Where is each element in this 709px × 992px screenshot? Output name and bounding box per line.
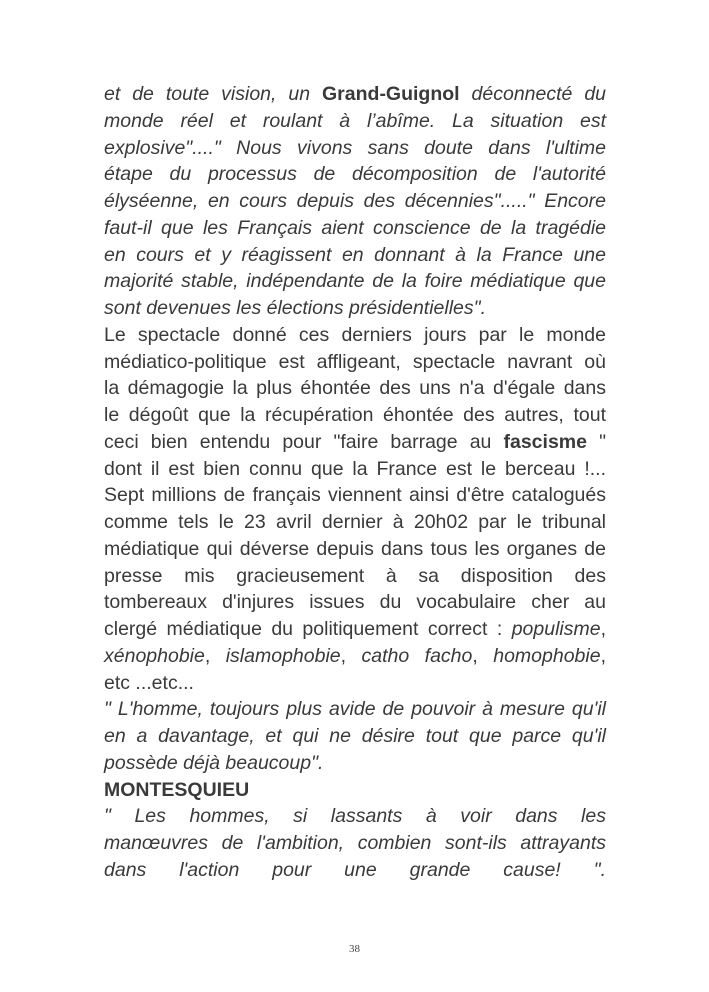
- bold-text: fascisme: [503, 430, 587, 453]
- text-span: ceci bien entendu pour "faire barrage au: [104, 430, 504, 453]
- text-line: [104, 750, 606, 777]
- bold-text: Grand-Guignol: [322, 83, 460, 105]
- text-line: [104, 161, 606, 188]
- italic-text: catho facho: [361, 644, 473, 667]
- text-span: ,: [204, 644, 226, 667]
- italic-text: manœuvres de l'ambition, combien sont-ils attrayants: [104, 832, 606, 854]
- text-span: le dégoût que la récupération éhontée des autres, tout: [104, 404, 606, 426]
- text-line: [104, 803, 606, 830]
- italic-text: sont devenues les élections présidentielles".: [104, 297, 486, 319]
- text-line: [104, 563, 606, 590]
- text-span: dont il est bien connu que la France est le berceau !...: [104, 457, 606, 480]
- italic-text: faut-il que les Français aient conscience de la tragédie: [104, 216, 606, 239]
- page-number: 38: [349, 943, 360, 955]
- text-span: etc ...etc...: [104, 671, 194, 694]
- text-span: comme tels le 23 avril dernier à 20h02 par le tribunal: [104, 511, 606, 533]
- text-span: presse mis gracieusement à sa disposition des: [104, 564, 606, 587]
- text-line: [104, 830, 606, 857]
- document-body: [104, 81, 606, 884]
- text-line: [104, 589, 606, 616]
- text-span: la démagogie la plus éhontée des uns n'a d'égale dans: [104, 377, 606, 400]
- italic-text: dans l'action pour une grande cause! ".: [104, 858, 606, 881]
- text-line: [104, 777, 606, 804]
- italic-text: déconnecté du: [459, 83, 607, 105]
- text-line: [104, 402, 606, 429]
- text-line: [104, 429, 606, 456]
- text-line: [104, 108, 606, 135]
- italic-text: " L'homme, toujours plus avide de pouvoir à mesure qu'il: [104, 698, 606, 721]
- text-line: [104, 456, 606, 483]
- text-line: [104, 242, 606, 269]
- italic-text: élyséenne, en cours depuis des décennies"....." Encore: [104, 190, 606, 212]
- text-line: [104, 536, 606, 563]
- bold-text: MONTESQUIEU: [104, 778, 250, 801]
- italic-text: majorité stable, indépendante de la foire médiatique que: [104, 270, 606, 293]
- text-line: [104, 696, 606, 723]
- italic-text: homophobie: [493, 644, 601, 667]
- text-span: tombereaux d'injures issues du vocabulaire cher au: [104, 591, 606, 614]
- italic-text: populisme: [511, 618, 601, 640]
- text-span: ,: [340, 644, 362, 667]
- text-line: [104, 268, 606, 295]
- text-line: [104, 482, 606, 509]
- text-line: [104, 81, 606, 108]
- italic-text: en cours et y réagissent en donnant à la France une: [104, 243, 606, 266]
- italic-text: étape du processus de décomposition de l'autorité: [104, 163, 606, 186]
- text-line: [104, 857, 606, 884]
- text-span: médiatique qui déverse depuis dans tous les organes de: [104, 537, 606, 560]
- text-line: [104, 616, 606, 643]
- text-line: [104, 135, 606, 162]
- text-span: Le spectacle donné ces derniers jours par le monde: [104, 323, 606, 346]
- italic-text: et de toute vision, un: [104, 83, 323, 105]
- text-line: [104, 643, 606, 670]
- text-line: [104, 723, 606, 750]
- text-line: [104, 295, 606, 322]
- text-line: [104, 375, 606, 402]
- italic-text: possède déjà beaucoup".: [104, 751, 324, 774]
- text-line: [104, 349, 606, 376]
- text-span: ": [586, 430, 607, 453]
- italic-text: en a davantage, et qui ne désire tout que parce qu'il: [104, 725, 606, 747]
- text-span: clergé médiatique du politiquement correct :: [104, 618, 512, 640]
- text-span: ,: [472, 644, 494, 667]
- italic-text: islamophobie: [225, 644, 341, 667]
- italic-text: monde réel et roulant à l’abîme. La situation est: [104, 109, 606, 132]
- text-line: [104, 215, 606, 242]
- text-line: [104, 670, 606, 697]
- italic-text: explosive"...." Nous vivons sans doute dans l'ultime: [104, 136, 606, 159]
- text-line: [104, 509, 606, 536]
- text-line: [104, 188, 606, 215]
- text-span: Sept millions de français viennent ainsi d'être catalogués: [104, 484, 606, 507]
- text-span: ,: [600, 618, 606, 640]
- italic-text: " Les hommes, si lassants à voir dans les: [104, 805, 606, 828]
- text-span: médiatico-politique est affligeant, spectacle navrant où: [104, 350, 606, 373]
- italic-text: xénophobie: [104, 644, 205, 667]
- text-span: ,: [600, 644, 606, 667]
- text-line: [104, 322, 606, 349]
